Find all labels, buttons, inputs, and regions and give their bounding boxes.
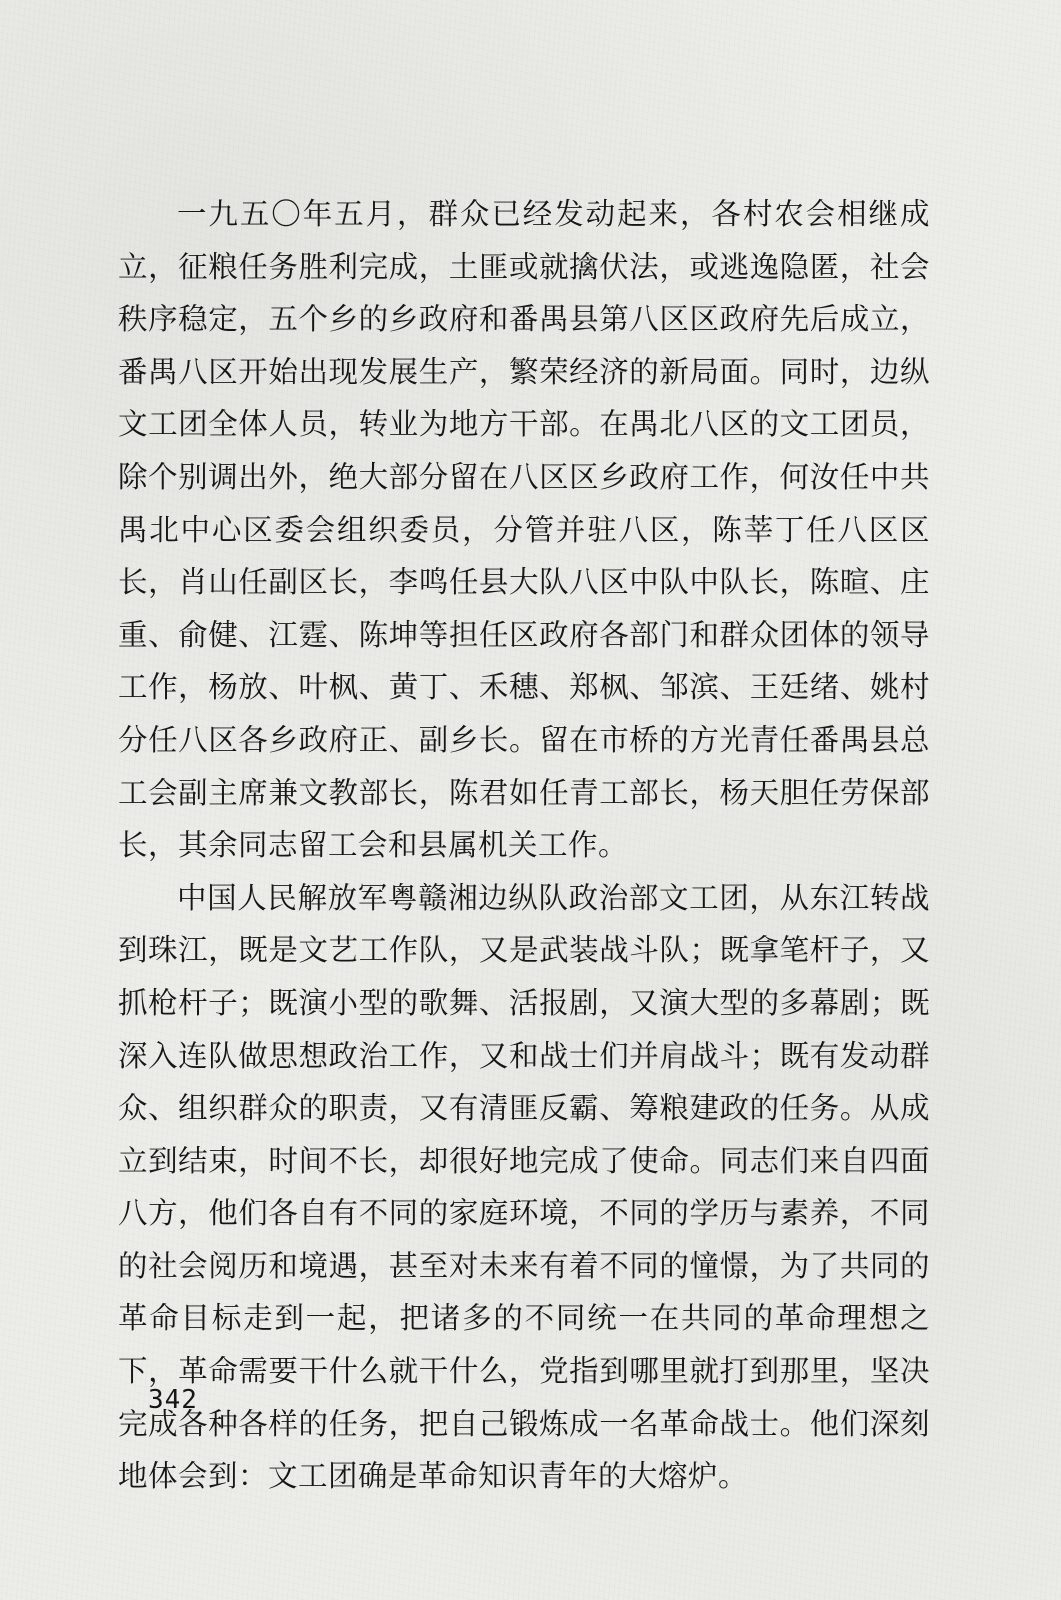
paragraph-2: 中国人民解放军粤赣湘边纵队政治部文工团，从东江转战到珠江，既是文艺工作队，又是武装战斗队；既拿笔杆子，又抓枪杆子；既演小型的歌舞、活报剧，又演大型的多幕剧；既深入连队做思想政治工作，又和战士们并肩战斗；既有发动群众、组织群众的职责，又有清匪反霸、筹粮建政的任务。从成立到结束，时间不长，却很好地完成了使命。同志们来自四面八方，他们各自有不同的家庭环境，不同的学历与素养，不同的社会阅历和境遇，甚至对未来有着不同的憧憬，为了共同的革命目标走到一起，把诸多的不同统一在共同的革命理想之下，革命需要干什么就干什么，党指到哪里就打到那里，坚决完成各种各样的任务，把自己锻炼成一名革命战士。他们深刻地体会到：文工团确是革命知识青年的大熔炉。	[118, 880, 930, 1494]
body-text	[118, 188, 930, 1503]
paragraph-1: 一九五〇年五月，群众已经发动起来，各村农会相继成立，征粮任务胜利完成，土匪或就擒伏法，或逃逸隐匿，社会秩序稳定，五个乡的乡政府和番禺县第八区区政府先后成立，番禺八区开始出现发展生产，繁荣经济的新局面。同时，边纵文工团全体人员，转业为地方干部。在禺北八区的文工团员，除个别调出外，绝大部分留在八区区乡政府工作，何汝任中共禺北中心区委会组织委员，分管并驻八区，陈莘丁任八区区长，肖山任副区长，李鸣任县大队八区中队中队长，陈暄、庄重、俞健、江霆、陈坤等担任区政府各部门和群众团体的领导工作，杨放、叶枫、黄丁、禾穗、郑枫、邹滨、王廷绪、姚村分任八区各乡政府正、副乡长。留在市桥的方光青任番禺县总工会副主席兼文教部长，陈君如任青工部长，杨天胆任劳保部长，其余同志留工会和县属机关工作。	[118, 197, 930, 863]
page-number: 342	[148, 1385, 198, 1415]
